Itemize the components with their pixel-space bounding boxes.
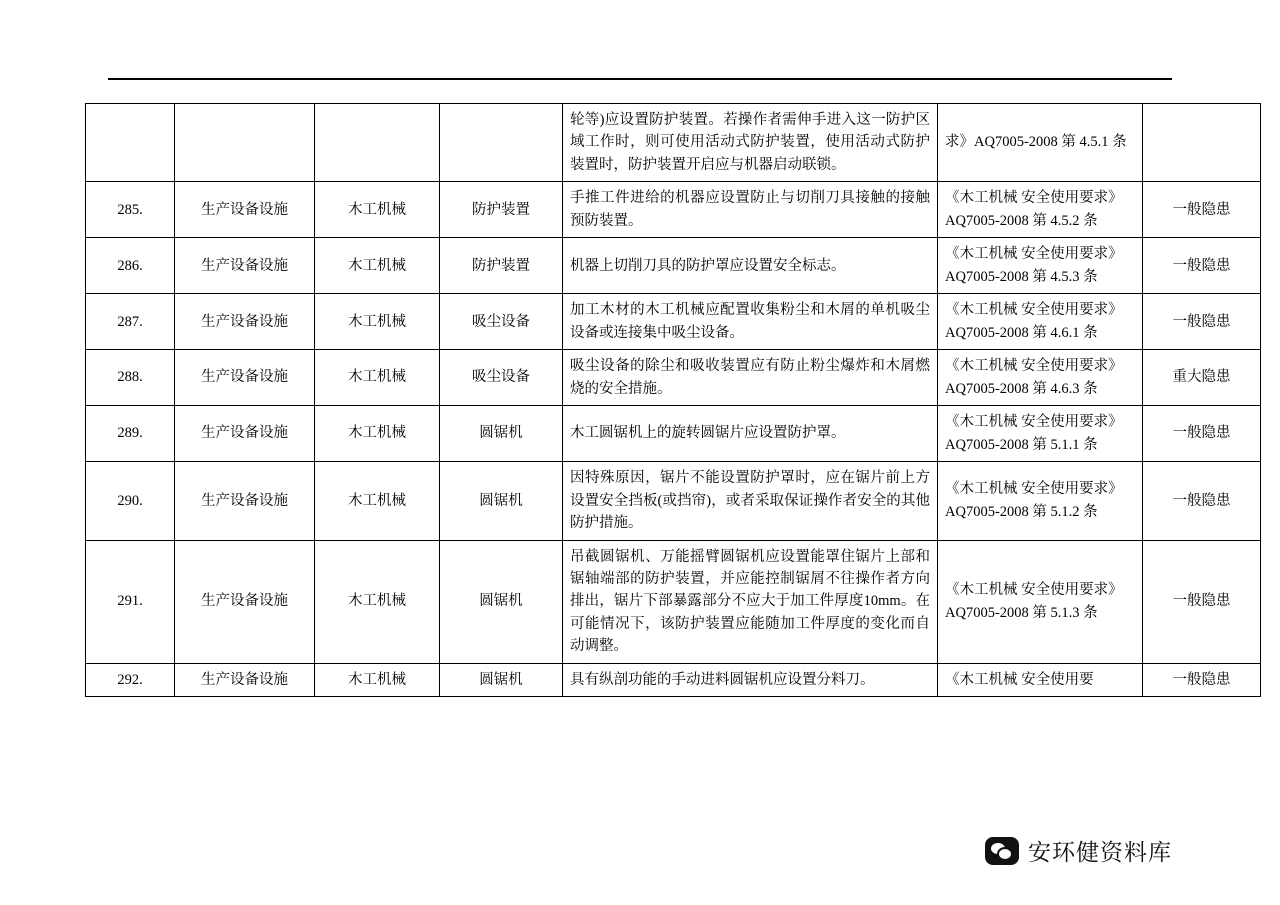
row-item: 吸尘设备 bbox=[440, 350, 563, 406]
row-description: 木工圆锯机上的旋转圆锯片应设置防护罩。 bbox=[563, 406, 938, 462]
row-item: 防护装置 bbox=[440, 182, 563, 238]
header-rule bbox=[108, 78, 1172, 80]
row-subcategory: 木工机械 bbox=[315, 462, 440, 540]
row-level: 一般隐患 bbox=[1143, 182, 1261, 238]
row-description: 手推工件进给的机器应设置防止与切削刀具接触的接触预防装置。 bbox=[563, 182, 938, 238]
row-reference: 《木工机械 安全使用要求》AQ7005-2008 第 4.6.1 条 bbox=[938, 294, 1143, 350]
row-number: 289. bbox=[86, 406, 175, 462]
row-reference: 《木工机械 安全使用要求》AQ7005-2008 第 5.1.1 条 bbox=[938, 406, 1143, 462]
row-level: 一般隐患 bbox=[1143, 540, 1261, 663]
row-category bbox=[175, 104, 315, 182]
row-number: 286. bbox=[86, 238, 175, 294]
row-description: 吸尘设备的除尘和吸收装置应有防止粉尘爆炸和木屑燃烧的安全措施。 bbox=[563, 350, 938, 406]
row-description: 轮等)应设置防护装置。若操作者需伸手进入这一防护区域工作时，则可使用活动式防护装置，使用活动式防护装置时，防护装置开启应与机器启动联锁。 bbox=[563, 104, 938, 182]
row-number: 285. bbox=[86, 182, 175, 238]
row-number bbox=[86, 104, 175, 182]
row-level: 一般隐患 bbox=[1143, 406, 1261, 462]
row-reference: 《木工机械 安全使用要求》AQ7005-2008 第 5.1.3 条 bbox=[938, 540, 1143, 663]
row-subcategory: 木工机械 bbox=[315, 182, 440, 238]
row-level: 一般隐患 bbox=[1143, 663, 1261, 696]
row-item: 圆锯机 bbox=[440, 540, 563, 663]
row-description: 加工木材的木工机械应配置收集粉尘和木屑的单机吸尘设备或连接集中吸尘设备。 bbox=[563, 294, 938, 350]
row-subcategory bbox=[315, 104, 440, 182]
row-level: 一般隐患 bbox=[1143, 294, 1261, 350]
table-row bbox=[86, 540, 1261, 663]
table-row bbox=[86, 462, 1261, 540]
row-item bbox=[440, 104, 563, 182]
row-subcategory: 木工机械 bbox=[315, 540, 440, 663]
table-row bbox=[86, 238, 1261, 294]
row-level: 一般隐患 bbox=[1143, 238, 1261, 294]
table-row bbox=[86, 294, 1261, 350]
row-description: 机器上切削刀具的防护罩应设置安全标志。 bbox=[563, 238, 938, 294]
row-subcategory: 木工机械 bbox=[315, 238, 440, 294]
row-reference: 求》AQ7005-2008 第 4.5.1 条 bbox=[938, 104, 1143, 182]
row-subcategory: 木工机械 bbox=[315, 406, 440, 462]
row-number: 290. bbox=[86, 462, 175, 540]
row-number: 288. bbox=[86, 350, 175, 406]
table-row bbox=[86, 663, 1261, 696]
row-reference: 《木工机械 安全使用要求》AQ7005-2008 第 5.1.2 条 bbox=[938, 462, 1143, 540]
row-level bbox=[1143, 104, 1261, 182]
row-subcategory: 木工机械 bbox=[315, 350, 440, 406]
row-subcategory: 木工机械 bbox=[315, 663, 440, 696]
row-level: 重大隐患 bbox=[1143, 350, 1261, 406]
row-category: 生产设备设施 bbox=[175, 182, 315, 238]
row-category: 生产设备设施 bbox=[175, 663, 315, 696]
table-row bbox=[86, 104, 1261, 182]
watermark-logo bbox=[985, 834, 1172, 867]
wechat-icon bbox=[985, 837, 1019, 865]
row-category: 生产设备设施 bbox=[175, 294, 315, 350]
row-reference: 《木工机械 安全使用要求》AQ7005-2008 第 4.5.3 条 bbox=[938, 238, 1143, 294]
row-number: 291. bbox=[86, 540, 175, 663]
row-category: 生产设备设施 bbox=[175, 350, 315, 406]
row-reference: 《木工机械 安全使用要求》AQ7005-2008 第 4.5.2 条 bbox=[938, 182, 1143, 238]
row-number: 287. bbox=[86, 294, 175, 350]
row-category: 生产设备设施 bbox=[175, 238, 315, 294]
table-row bbox=[86, 350, 1261, 406]
watermark-label: 安环健资料库 bbox=[1028, 840, 1172, 866]
row-description: 吊截圆锯机、万能摇臂圆锯机应设置能罩住锯片上部和锯轴端部的防护装置，并应能控制锯屑不往操作者方向排出，锯片下部暴露部分不应大于加工件厚度10mm。在可能情况下，该防护装置应能随加工件厚度的变化而自动调整。 bbox=[563, 540, 938, 663]
row-item: 圆锯机 bbox=[440, 406, 563, 462]
row-item: 吸尘设备 bbox=[440, 294, 563, 350]
inspection-table-container bbox=[85, 103, 1231, 697]
row-item: 圆锯机 bbox=[440, 663, 563, 696]
row-description: 具有纵剖功能的手动进料圆锯机应设置分料刀。 bbox=[563, 663, 938, 696]
table-row bbox=[86, 182, 1261, 238]
row-item: 圆锯机 bbox=[440, 462, 563, 540]
row-description: 因特殊原因，锯片不能设置防护罩时，应在锯片前上方设置安全挡板(或挡帘)，或者采取保证操作者安全的其他防护措施。 bbox=[563, 462, 938, 540]
row-reference: 《木工机械 安全使用要求》AQ7005-2008 第 4.6.3 条 bbox=[938, 350, 1143, 406]
row-category: 生产设备设施 bbox=[175, 462, 315, 540]
inspection-table bbox=[85, 103, 1261, 697]
row-level: 一般隐患 bbox=[1143, 462, 1261, 540]
row-item: 防护装置 bbox=[440, 238, 563, 294]
table-row bbox=[86, 406, 1261, 462]
row-category: 生产设备设施 bbox=[175, 540, 315, 663]
row-category: 生产设备设施 bbox=[175, 406, 315, 462]
row-number: 292. bbox=[86, 663, 175, 696]
row-subcategory: 木工机械 bbox=[315, 294, 440, 350]
row-reference: 《木工机械 安全使用要 bbox=[938, 663, 1143, 696]
